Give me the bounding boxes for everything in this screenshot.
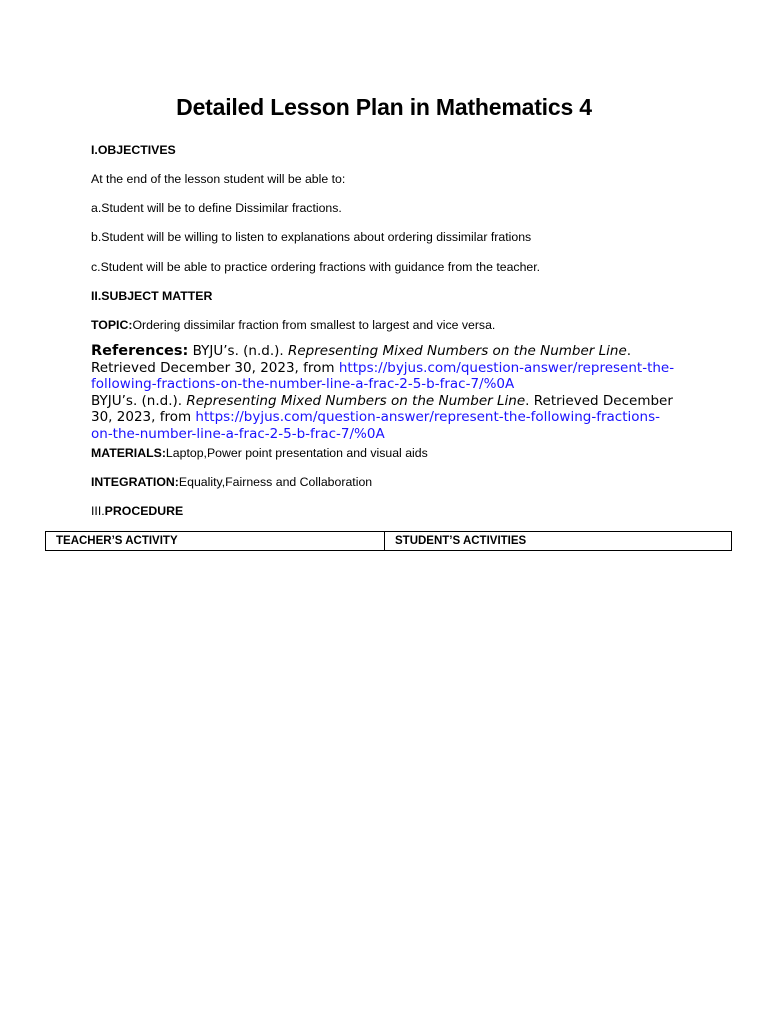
page-title: Detailed Lesson Plan in Mathematics 4 [176,94,592,120]
integration-line [91,475,372,490]
materials-value: Laptop,Power point presentation and visual aids [165,446,428,460]
references-block [91,343,681,442]
topic-value: Ordering dissimilar fraction from smallest to largest and vice versa. [132,318,496,332]
objectives-intro: At the end of the lesson student will be able to: [91,172,346,186]
reference-link[interactable]: https://byjus.com/question-answer/represent-the-following-fractions-on-the-number-line-a-frac-2-5-b-frac-7/%0A [91,409,660,442]
reference-author: BYJU’s. (n.d.). [192,343,284,359]
objectives-heading: I.OBJECTIVES [91,143,176,157]
reference-retrieved: . Retrieved December 30, 2023, from [91,392,673,425]
procedure-heading [91,504,183,519]
reference-retrieved: . Retrieved December 30, 2023, from [91,343,632,376]
references-label: References: [91,343,189,359]
subject-matter-heading: II.SUBJECT MATTER [91,289,213,303]
procedure-prefix: III. [91,504,105,518]
procedure-label: PROCEDURE [104,504,184,518]
integration-label: INTEGRATION: [91,475,179,489]
reference-work-title: Representing Mixed Numbers on the Number Line [186,392,526,409]
integration-value: Equality,Fairness and Collaboration [178,475,373,489]
topic-line [91,318,495,333]
objective-item-c: c.Student will be able to practice ordering fractions with guidance from the teacher. [91,260,541,274]
reference-entry [91,343,681,393]
procedure-table [45,531,732,551]
materials-line [91,446,428,461]
reference-link[interactable]: https://byjus.com/question-answer/represent-the-following-fractions-on-the-number-line-a-frac-2-5-b-frac-7/%0A [91,359,675,392]
materials-label: MATERIALS: [91,446,166,460]
topic-label: TOPIC: [91,318,133,332]
table-header-row [46,532,732,551]
reference-work-title: Representing Mixed Numbers on the Number Line [287,343,627,359]
reference-entry [91,393,681,443]
objective-item-b: b.Student will be willing to listen to explanations about ordering dissimilar frations [91,230,532,244]
reference-author: BYJU’s. (n.d.). [91,392,183,409]
objective-item-a: a.Student will be to define Dissimilar fractions. [91,201,342,215]
student-activities-header: STUDENT’S ACTIVITIES [385,532,732,551]
teacher-activity-header: TEACHER’S ACTIVITY [46,532,385,551]
